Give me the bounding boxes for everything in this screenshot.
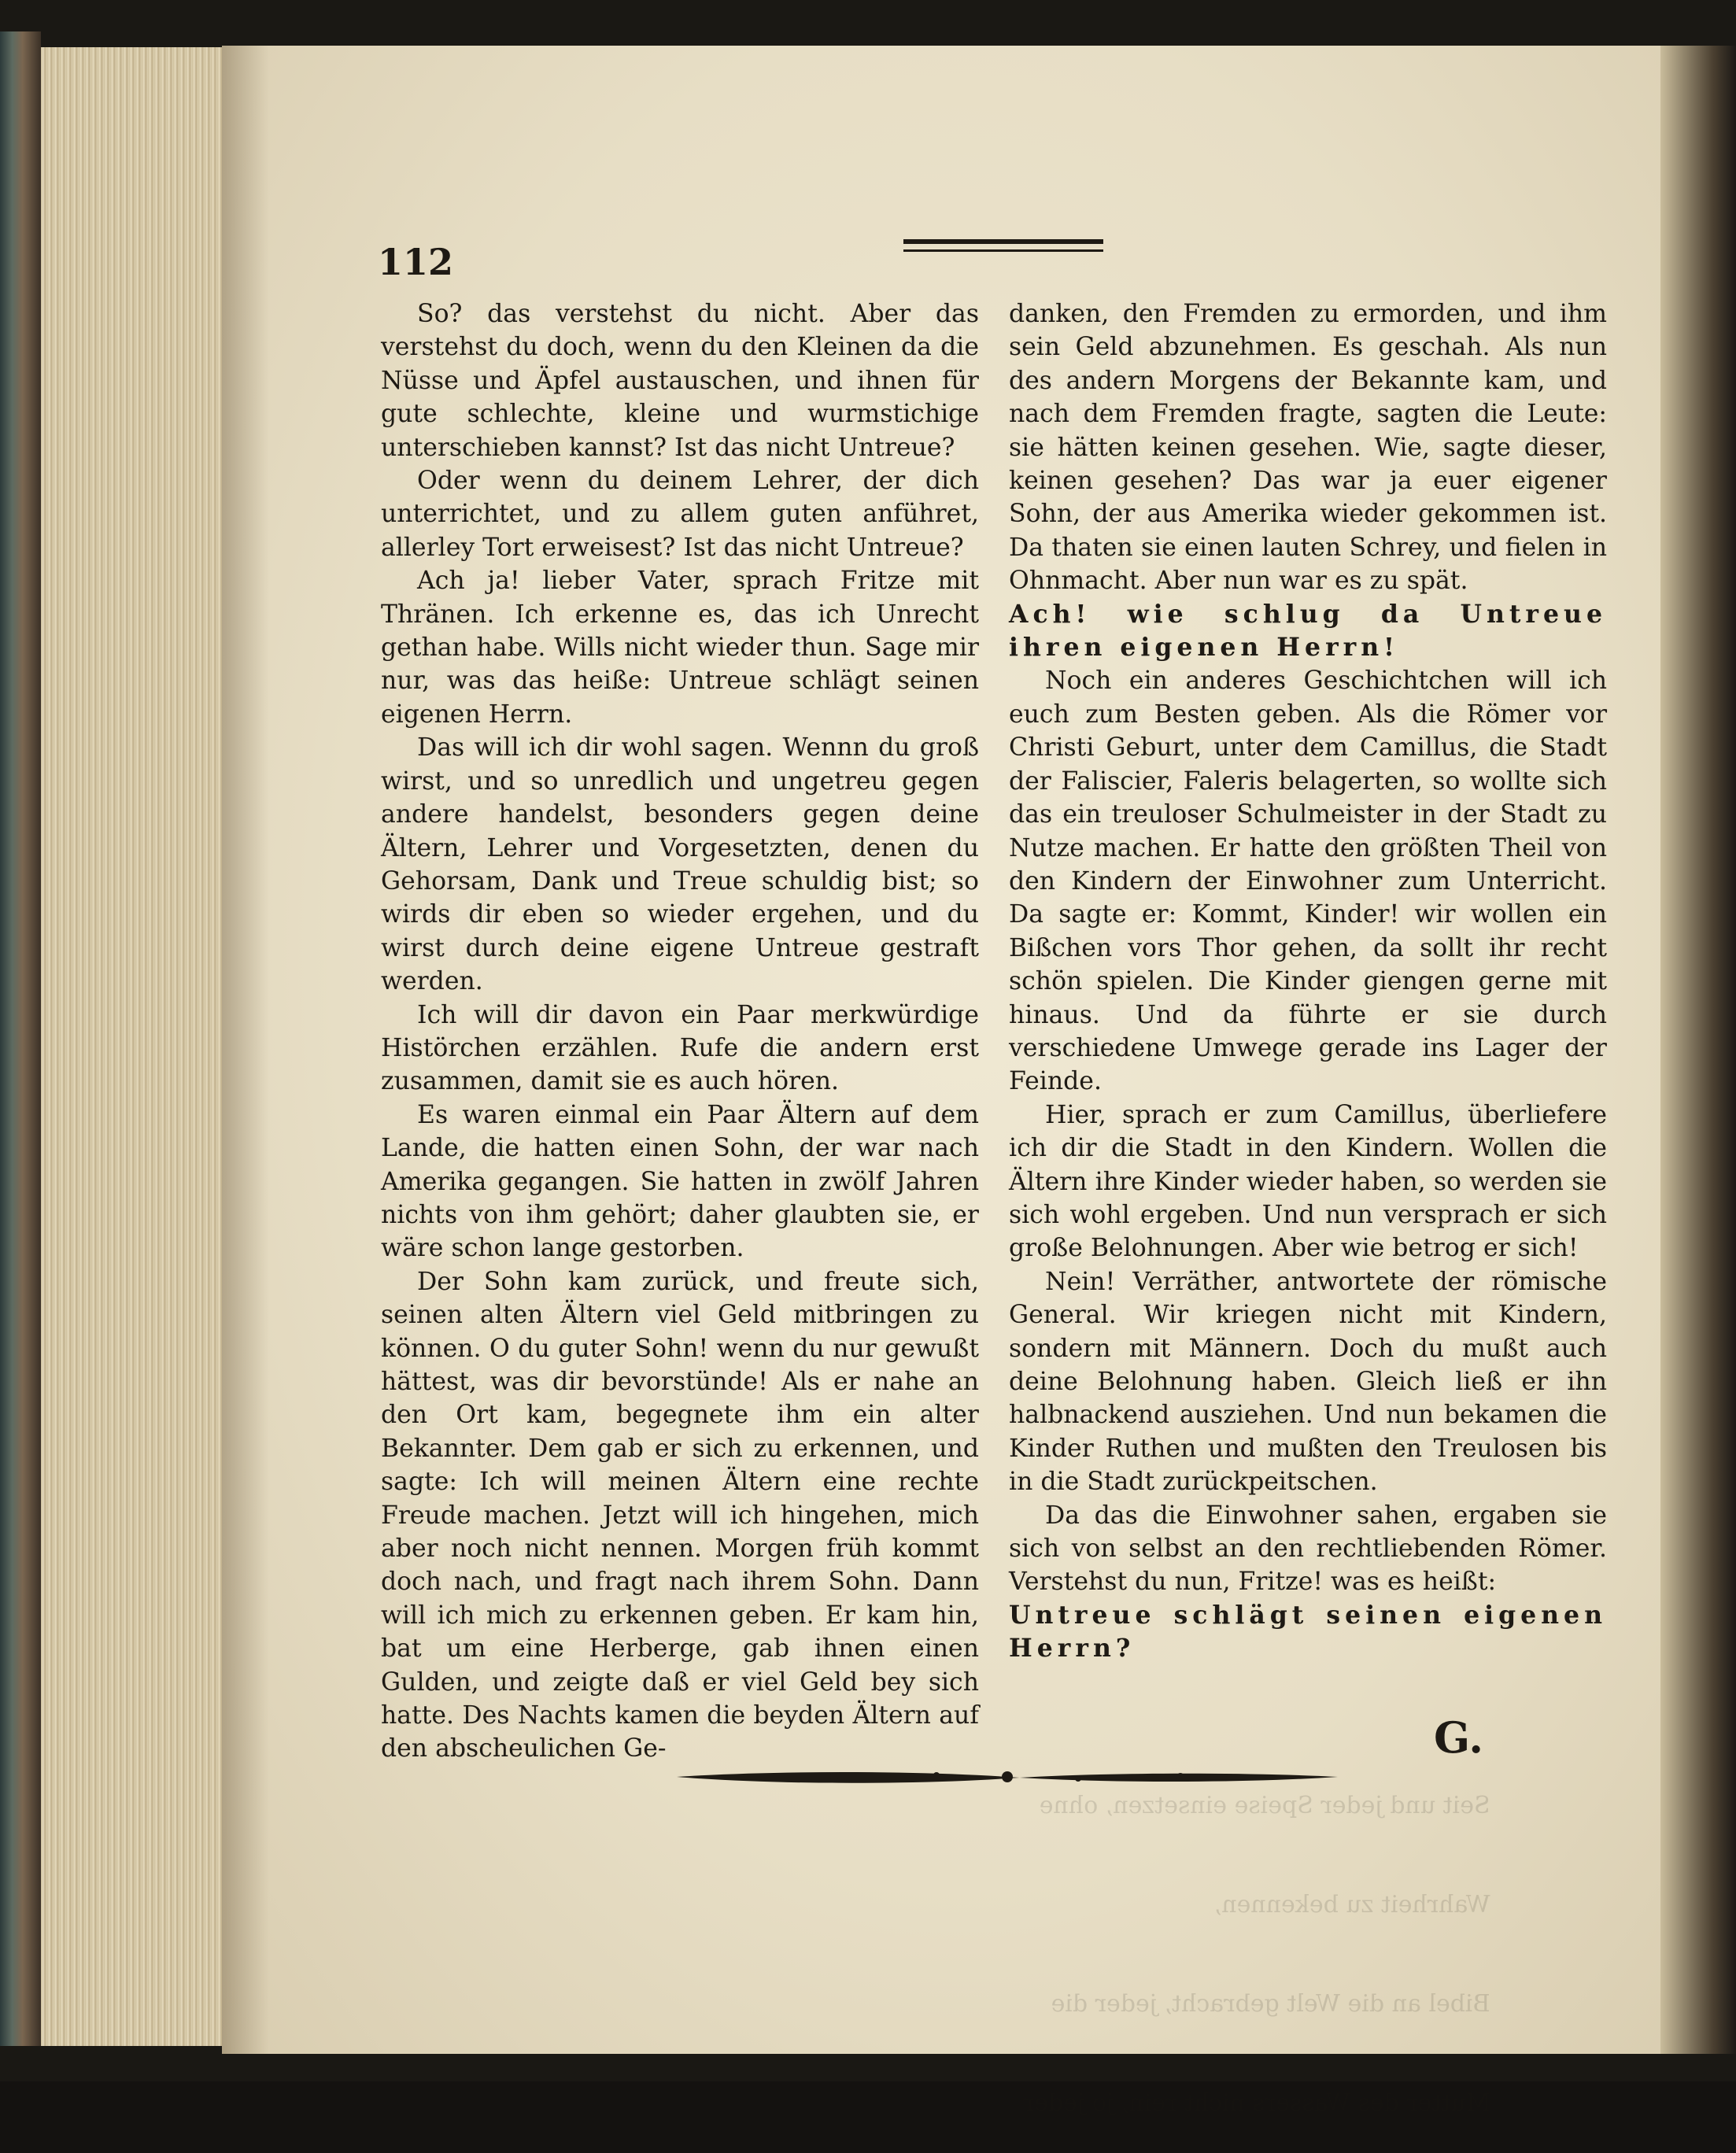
paragraph: Das will ich dir wohl sagen. Wennn du groß wirst, und so unredlich und ungetreu gegen andere handelst, besonders gegen deine Ältern, Lehrer und Vorgesetzten, denen du Gehorsam, Dank und Treue schuldig bist; so wirds dir eben so wieder ergehen, und du wirst durch deine eigene Untreue gestraft werden.	[381, 733, 979, 996]
paragraph: Da das die Einwohner sahen, ergaben sie sich von selbst an den rechtliebenden Römer. Verstehst du nun, Fritze! was es heißt:	[1009, 1501, 1607, 1597]
stacked-page-edges	[41, 47, 223, 2046]
paragraph: Es waren einmal ein Paar Ältern auf dem Lande, die hatten einen Sohn, der war nach Amerika gegangen. Sie hatten in zwölf Jahren nichts von ihm gehört; daher glaubten sie, er wäre schon lange gestorben.	[381, 1100, 979, 1263]
emphasized-line: Ach! wie schlug da Untreue ihren eigenen Herrn!	[1009, 599, 1607, 663]
left-column	[381, 297, 979, 1763]
right-page-edge	[1660, 46, 1736, 2054]
author-signature: G.	[1434, 1712, 1483, 1763]
paragraph: Oder wenn du deinem Lehrer, der dich unterrichtet, und zu allem guten anführet, allerley Tort erweisest? Ist das nicht Untreue?	[381, 467, 979, 562]
header-rule	[903, 239, 1103, 252]
paragraph: Der Sohn kam zurück, und freute sich, seinen alten Ältern viel Geld mitbringen zu können. O du guter Sohn! wenn du nur gewußt hättest, was dir bevorstünde! Als er nahe an den Ort kam, begegnete ihm ein alter Bekannter. Dem gab er sich zu erkennen, und sagte: Ich will meinen Ältern eine rechte Freude machen. Jetzt will ich hingehen, mich aber noch nicht nennen. Morgen früh kommt doch nach, und fragt nach ihrem Sohn. Dann will ich mich zu erkennen geben. Er kam hin, bat um eine Herberge, gab ihnen einen Gulden, und zeigte daß er viel Geld bey sich hatte. Des Nachts kamen die beyden Ältern auf den abscheulichen Ge-	[381, 1267, 979, 1763]
bleed-line: Bibel an die Welt gebracht, jeder die	[1051, 1990, 1490, 2018]
paragraph: Ach ja! lieber Vater, sprach Fritze mit Thränen. Ich erkenne es, das ich Unrecht gethan habe. Wills nicht wieder thun. Sage mir nur, was das heiße: Untreue schlägt seinen eigenen Herrn.	[381, 567, 979, 729]
paragraph: So? das verstehst du nicht. Aber das verstehst du doch, wenn du den Kleinen da die Nüsse und Äpfel austauschen, und ihnen für gute schlechte, kleine und wurmstichige unterschieben kannst? Ist das nicht Untreue?	[381, 300, 979, 462]
paragraph: Noch ein anderes Geschichtchen will ich euch zum Besten geben. Als die Römer vor Christi Geburt, unter dem Camillus, die Stadt der Faliscier, Faleris belagerten, so wollte sich das ein treuloser Schulmeister in der Stadt zu Nutze machen. Er hatte den größten Theil von den Kindern der Einwohner zum Unterricht. Da sagte er: Kommt, Kinder! wir wollen ein Bißchen vors Thor gehen, da sollt ihr recht schön spielen. Die Kinder giengen gerne mit hinaus. Und da führte er sie durch verschiedene Umwege gerade ins Lager der Feinde.	[1009, 667, 1607, 1096]
book-spine	[0, 31, 41, 2046]
page-header	[378, 236, 1621, 283]
gutter-shadow	[222, 46, 269, 2054]
right-column	[1009, 297, 1607, 1698]
paragraph: Hier, sprach er zum Camillus, überliefere ich dir die Stadt in den Kindern. Wollen die Ältern ihre Kinder wieder haben, so werden sie sich wohl ergeben. Und nun versprach er sich große Belohnungen. Aber wie betrog er sich!	[1009, 1100, 1607, 1263]
paragraph: Nein! Verräther, antwortete der römische General. Wir kriegen nicht mit Kindern, sondern mit Männern. Doch du mußt auch deine Belohnung haben. Gleich ließ er ihn halbnackend ausziehen. Und nun bekamen die Kinder Ruthen und mußten den Treulosen bis in die Stadt zurückpeitschen.	[1009, 1267, 1607, 1497]
bleed-line: Seit und jeder Speise einsetzen, ohne	[1039, 1792, 1490, 1819]
paragraph: danken, den Fremden zu ermorden, und ihm sein Geld abzunehmen. Es geschah. Als nun des andern Morgens der Bekannte kam, und nach dem Fremden fragte, sagten die Leute: sie hätten keinen gesehen. Wie, sagte dieser, keinen gesehen? Das war ja euer eigener Sohn, der aus Amerika wieder gekommen ist. Da thaten sie einen lauten Schrey, und fielen in Ohnmacht. Aber nun war es zu spät.	[1009, 300, 1607, 596]
bleed-line: Mutter des Wassers nicht rein, jo jeder	[1023, 2089, 1490, 2117]
closing-ornament	[677, 1764, 1338, 1789]
bleed-line: Wahrheit zu bekennen,	[1213, 1891, 1490, 1918]
paragraph: Ich will dir davon ein Paar merkwürdige Histörchen erzählen. Rufe die andern erst zusammen, damit sie es auch hören.	[381, 1000, 979, 1096]
emphasized-line: Untreue schlägt seinen eigenen Herrn?	[1009, 1600, 1607, 1664]
page-number: 112	[378, 241, 454, 283]
